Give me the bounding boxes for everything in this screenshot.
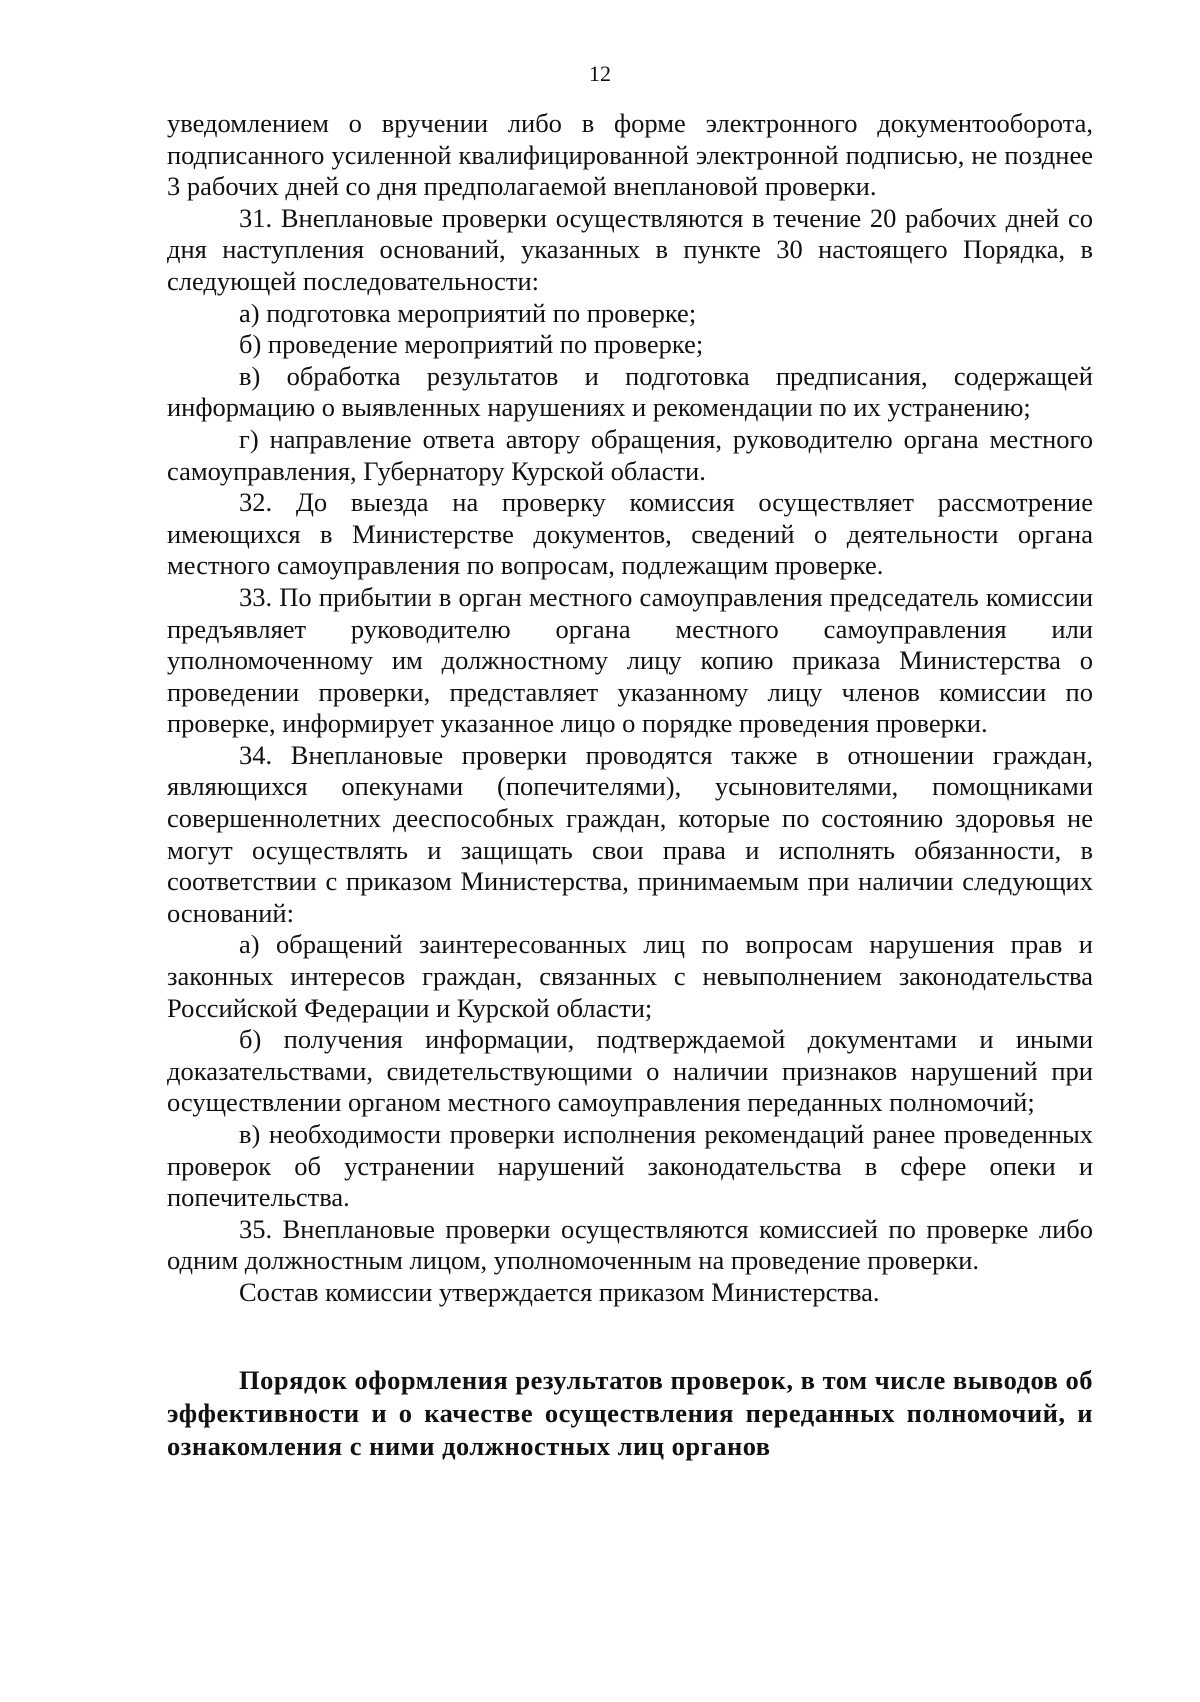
paragraph-35: 35. Внеплановые проверки осуществляются комиссией по проверке либо одним должностным лицом, уполномоченным на проведение проверки.	[167, 1213, 1093, 1276]
paragraph-31: 31. Внеплановые проверки осуществляются в течение 20 рабочих дней со дня наступления оснований, указанных в пункте 30 настоящего Порядка, в следующей последовательности:	[167, 202, 1093, 296]
paragraph-34: 34. Внеплановые проверки проводятся также в отношении граждан, являющихся опекунами (попечителями), усыновителями, помощниками совершеннолетних дееспособных граждан, которые по состоянию здоровья не могут осуществлять и защищать свои права и исполнять обязанности, в соответствии с приказом Министерства, принимаемым при наличии следующих оснований:	[167, 739, 1093, 928]
paragraph-notification-tail: уведомлением о вручении либо в форме электронного документооборота, подписанного усиленной квалифицированной электронной подписью, не позднее 3 рабочих дней со дня предполагаемой внеплановой проверки.	[167, 108, 1093, 202]
paragraph-commission-composition: Состав комиссии утверждается приказом Министерства.	[239, 1276, 880, 1307]
paragraph-34-v: в) необходимости проверки исполнения рекомендаций ранее проведенных проверок об устранении нарушений законодательства в сфере опеки и попечительства.	[167, 1119, 1093, 1213]
paragraph-31-b: б) проведение мероприятий по проверке;	[239, 329, 704, 360]
paragraph-31-g: г) направление ответа автору обращения, руководителю органа местного самоуправления, Губернатору Курской области.	[167, 423, 1093, 486]
paragraph-31-v: в) обработка результатов и подготовка предписания, содержащей информацию о выявленных нарушениях и рекомендации по их устранению;	[167, 360, 1093, 423]
paragraph-31-a: а) подготовка мероприятий по проверке;	[239, 297, 697, 328]
paragraph-34-b: б) получения информации, подтверждаемой документами и иными доказательствами, свидетельствующими о наличии признаков нарушений при осуществлении органом местного самоуправления переданных полномочий;	[167, 1024, 1093, 1118]
page-number: 12	[589, 61, 611, 86]
section-heading: Порядок оформления результатов проверок, в том числе выводов об эффективности и о качестве осуществления переданных полномочий, и ознакомления с ними должностных лиц органов	[167, 1364, 1093, 1461]
paragraph-33: 33. По прибытии в орган местного самоуправления председатель комиссии предъявляет руководителю органа местного самоуправления или уполномоченному им должностному лицу копию приказа Министерства о проведении проверки, представляет указанному лицу членов комиссии по проверке, информирует указанное лицо о порядке проведения проверки.	[167, 581, 1093, 739]
paragraph-34-a: а) обращений заинтересованных лиц по вопросам нарушения прав и законных интересов граждан, связанных с невыполнением законодательства Российской Федерации и Курской области;	[167, 929, 1093, 1023]
paragraph-32: 32. До выезда на проверку комиссия осуществляет рассмотрение имеющихся в Министерстве документов, сведений о деятельности органа местного самоуправления по вопросам, подлежащим проверке.	[167, 487, 1093, 581]
document-body	[167, 108, 1093, 1463]
